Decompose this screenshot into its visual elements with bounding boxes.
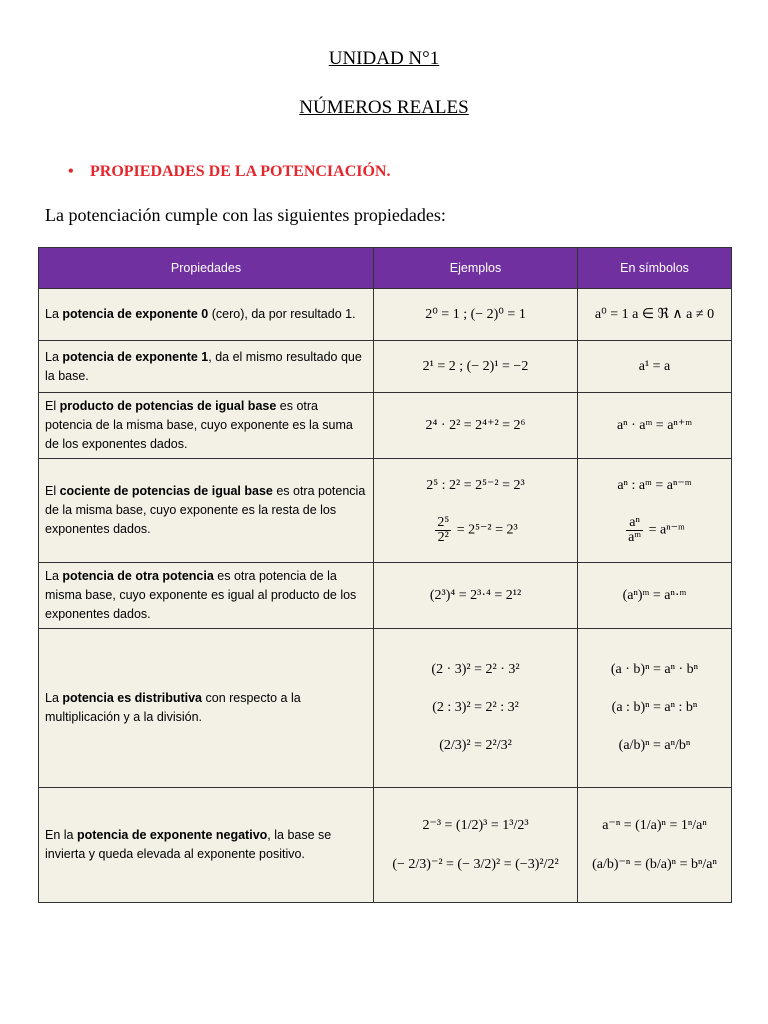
property-description xyxy=(39,393,374,459)
desc-text: La xyxy=(45,691,63,705)
example-cell xyxy=(374,563,578,629)
example-formula: (2³)⁴ = 2³·⁴ = 2¹² xyxy=(429,587,522,603)
desc-bold: potencia de exponente 0 xyxy=(62,307,209,321)
table-row xyxy=(39,563,732,629)
example-formula: 2¹ = 2 ; (− 2)¹ = −2 xyxy=(422,358,529,374)
property-description xyxy=(39,341,374,393)
desc-text: , la base se invierta y queda elevada al exponente positivo. xyxy=(45,828,332,861)
chapter-title: NÚMEROS REALES xyxy=(299,97,469,118)
property-description xyxy=(39,788,374,903)
formula-rest: = 2⁵⁻² = 2³ xyxy=(456,522,518,538)
column-header-properties: Propiedades xyxy=(39,248,374,289)
fraction xyxy=(626,516,643,545)
intro-text: La potenciación cumple con las siguientes propiedades: xyxy=(45,205,446,225)
unit-title: UNIDAD N°1 xyxy=(328,48,440,69)
desc-text: , da el mismo resultado que la base. xyxy=(45,349,362,383)
desc-text: con respecto a la multiplicación y a la división. xyxy=(45,691,301,724)
symbol-formula: (a/b)ⁿ = aⁿ/bⁿ xyxy=(618,738,691,753)
symbol-formula: a⁰ = 1 a ∈ ℜ ∧ a ≠ 0 xyxy=(594,307,715,322)
symbol-formula: aⁿ : aᵐ = aⁿ⁻ᵐ xyxy=(617,477,692,493)
example-formula xyxy=(375,516,576,545)
table-row xyxy=(39,289,732,341)
example-cell xyxy=(374,341,578,393)
desc-text: es otra potencia de la misma base, cuyo exponente es la resta de los exponentes dados. xyxy=(45,484,366,536)
example-formula: 2⁻³ = (1/2)³ = 1³/2³ xyxy=(422,818,529,833)
symbol-cell xyxy=(578,289,732,341)
fraction-numerator: 2⁵ xyxy=(437,514,450,530)
symbol-cell xyxy=(578,563,732,629)
desc-text: La xyxy=(45,307,63,321)
symbol-formula: (aⁿ)ᵐ = aⁿ·ᵐ xyxy=(622,587,687,603)
example-formula: (2/3)² = 2²/3² xyxy=(439,738,512,753)
table-row xyxy=(39,341,732,393)
desc-bold: cociente de potencias de igual base xyxy=(59,484,273,498)
bullet-icon: • xyxy=(68,163,74,180)
desc-bold: potencia es distributiva xyxy=(62,691,203,705)
symbol-formula: a¹ = a xyxy=(638,358,671,374)
example-cell xyxy=(374,629,578,788)
example-formula: 2⁴ · 2² = 2⁴⁺² = 2⁶ xyxy=(425,418,526,433)
table-row xyxy=(39,459,732,563)
example-cell xyxy=(374,289,578,341)
fraction xyxy=(435,516,451,545)
desc-text: En la xyxy=(45,828,77,842)
symbol-cell xyxy=(578,341,732,393)
symbol-formula: aⁿ · aᵐ = aⁿ⁺ᵐ xyxy=(616,418,693,433)
property-description xyxy=(39,289,374,341)
column-header-symbols: En símbolos xyxy=(578,248,732,289)
symbol-cell xyxy=(578,788,732,903)
fraction-numerator: aⁿ xyxy=(626,516,643,531)
example-formula: (2 · 3)² = 2² · 3² xyxy=(431,662,520,677)
desc-text: La xyxy=(45,349,63,364)
desc-bold: potencia de exponente 1 xyxy=(62,349,209,364)
example-cell xyxy=(374,393,578,459)
properties-table xyxy=(38,247,732,903)
example-cell xyxy=(374,788,578,903)
symbol-formula: (a/b)⁻ⁿ = (b/a)ⁿ = bⁿ/aⁿ xyxy=(592,857,717,872)
example-formula: 2⁰ = 1 ; (− 2)⁰ = 1 xyxy=(425,307,526,322)
symbol-cell xyxy=(578,629,732,788)
desc-text: (cero), da por resultado 1. xyxy=(208,307,356,321)
desc-bold: potencia de exponente negativo xyxy=(76,828,268,842)
desc-bold: potencia de otra potencia xyxy=(62,569,214,583)
table-row xyxy=(39,393,732,459)
column-header-examples: Ejemplos xyxy=(374,248,578,289)
desc-text: El xyxy=(45,484,60,498)
table-row xyxy=(39,788,732,903)
property-description xyxy=(39,459,374,563)
table-row xyxy=(39,629,732,788)
fraction-denominator: 2² xyxy=(437,529,449,545)
formula-rest: = aⁿ⁻ᵐ xyxy=(648,522,685,538)
property-description xyxy=(39,629,374,788)
example-formula: 2⁵ : 2² = 2⁵⁻² = 2³ xyxy=(426,477,525,493)
example-formula: (2 : 3)² = 2² : 3² xyxy=(432,700,519,715)
desc-bold: producto de potencias de igual base xyxy=(59,399,277,413)
section-heading-text: PROPIEDADES DE LA POTENCIACIÓN. xyxy=(90,163,391,180)
symbol-cell xyxy=(578,459,732,563)
section-heading xyxy=(68,163,390,181)
symbol-formula: a⁻ⁿ = (1/a)ⁿ = 1ⁿ/aⁿ xyxy=(602,818,707,833)
example-cell xyxy=(374,459,578,563)
desc-text: El xyxy=(45,399,60,413)
desc-text: La xyxy=(45,569,63,583)
desc-text: es otra potencia de la misma base, cuyo exponente es igual al producto de los exponentes dados. xyxy=(45,569,357,621)
desc-text: es otra potencia de la misma base, cuyo exponente es la suma de los exponentes dados. xyxy=(45,399,353,451)
fraction-denominator: aᵐ xyxy=(628,529,642,545)
symbol-formula: (a · b)ⁿ = aⁿ · bⁿ xyxy=(610,662,699,677)
example-formula: (− 2/3)⁻² = (− 3/2)² = (−3)²/2² xyxy=(392,857,559,872)
symbol-cell xyxy=(578,393,732,459)
property-description xyxy=(39,563,374,629)
symbol-formula: (a : b)ⁿ = aⁿ : bⁿ xyxy=(611,700,698,715)
table-header-row xyxy=(39,248,732,289)
symbol-formula xyxy=(579,516,730,545)
